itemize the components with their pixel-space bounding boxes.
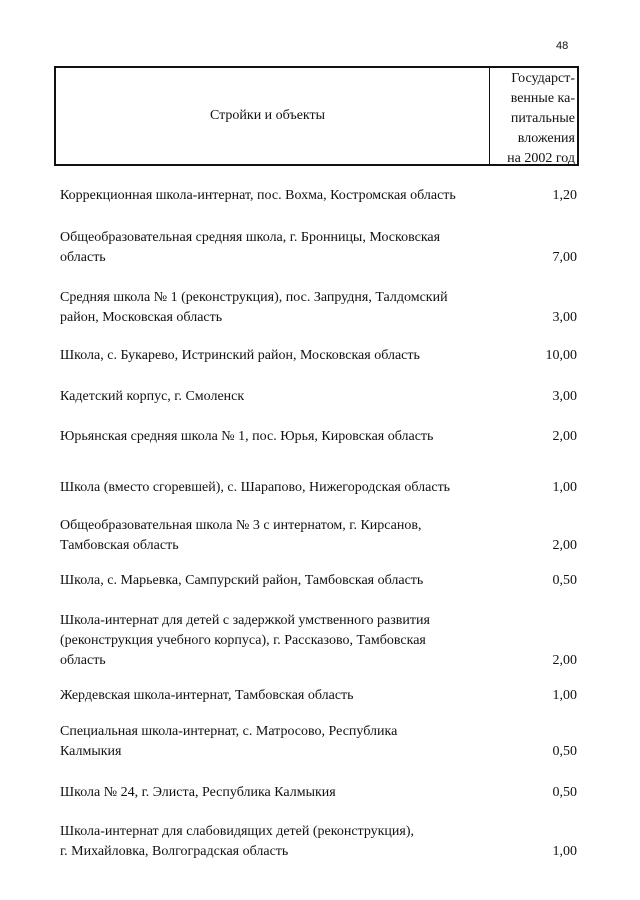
row-object-name: Юрьянская средняя школа № 1, пос. Юрья, Кировская область [60,429,434,444]
row-investment-value: 3,00 [552,389,577,404]
table-row [60,571,577,591]
table-row [60,783,577,803]
row-object-name: Школа, с. Марьевка, Сампурский район, Тамбовская область [60,573,424,588]
row-investment-value: 1,00 [552,480,577,495]
row-object-name: Коррекционная школа-интернат, пос. Вохма, Костромская область [60,188,456,203]
row-object-name: Специальная школа-интернат, с. Матросово, Республика Калмыкия [60,724,398,759]
table-row [60,387,577,407]
table-row [60,186,577,206]
table-header [54,66,579,166]
table-row [60,822,577,862]
row-object-name: Средняя школа № 1 (реконструкция), пос. Запрудня, Талдомский район, Московская область [60,290,448,325]
row-object-name: Жердевская школа-интернат, Тамбовская область [60,688,354,703]
row-investment-value: 3,00 [552,310,577,325]
row-object-name: Общеобразовательная средняя школа, г. Бронницы, Московская область [60,230,441,265]
row-object-name: Школа № 24, г. Элиста, Республика Калмыкия [60,785,336,800]
table-row [60,427,577,447]
table-row [60,288,577,328]
table-row [60,346,577,366]
row-investment-value: 1,00 [552,688,577,703]
table-row [60,722,577,762]
row-investment-value: 2,00 [552,429,577,444]
table-row [60,228,577,268]
table-row [60,516,577,556]
header-investment-label: Государст- венные ка- питальные вложения на 2002 год [489,68,577,164]
row-investment-value: 7,00 [552,250,577,265]
row-object-name: Школа, с. Букарево, Истринский район, Московская область [60,348,420,363]
row-investment-value: 0,50 [552,573,577,588]
row-object-name: Общеобразовательная школа № 3 с интернатом, г. Кирсанов, Тамбовская область [60,518,422,553]
page-number: 48 [556,40,569,52]
row-object-name: Школа (вместо сгоревшей), с. Шарапово, Нижегородская область [60,480,451,495]
row-investment-value: 2,00 [552,538,577,553]
table-row [60,686,577,706]
table-row [60,478,577,498]
row-investment-value: 0,50 [552,744,577,759]
header-objects-label: Стройки и объекты [209,108,326,123]
row-investment-value: 1,20 [552,188,577,203]
table-row [60,611,577,671]
row-investment-value: 1,00 [552,844,577,859]
row-object-name: Школа-интернат для слабовидящих детей (реконструкция), г. Михайловка, Волгоградская область [60,824,415,859]
row-investment-value: 0,50 [552,785,577,800]
row-object-name: Школа-интернат для детей с задержкой умственного развития (реконструкция учебного корпуса), г. Рассказово, Тамбовская область [60,613,430,668]
row-object-name: Кадетский корпус, г. Смоленск [60,389,245,404]
row-investment-value: 10,00 [545,348,577,363]
row-investment-value: 2,00 [552,653,577,668]
